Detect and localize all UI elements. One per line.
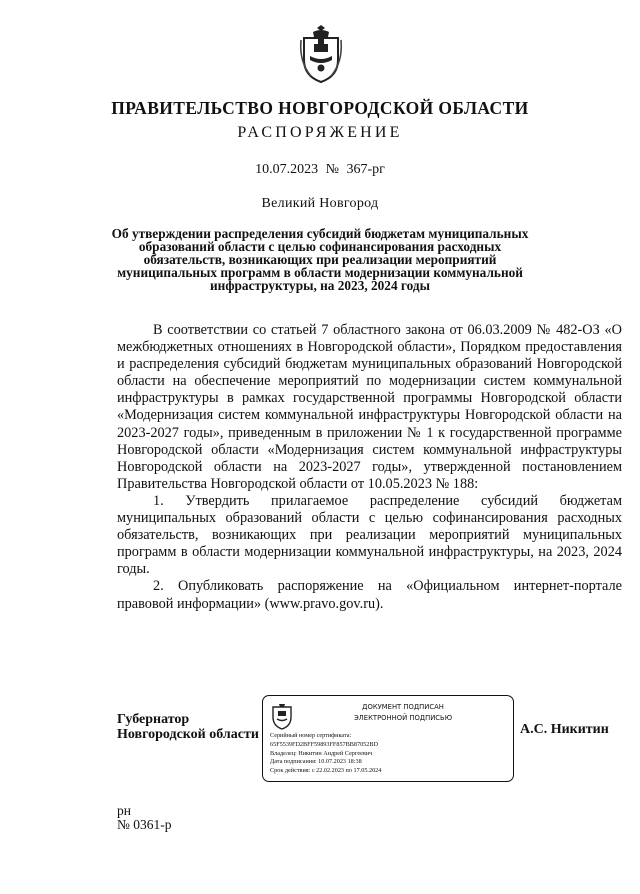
number-sign: № [325,162,339,177]
certificate-label: Серийный номер сертификата: [270,732,352,739]
signing-date: Дата подписания: 10.07.2023 18:38 [270,758,362,766]
document-date: 10.07.2023 [255,162,319,177]
document-number: 367-рг [346,162,385,177]
coat-of-arms-icon [298,22,344,86]
stamp-title-line-2: ЭЛЕКТРОННОЙ ПОДПИСЬЮ [353,714,453,722]
certificate-owner: Владелец: Никитин Андрей Сергеевич [270,749,373,757]
certificate-number: 65F5539FD2BFF59893FF857BB87052BD [270,740,378,748]
registration-initials: рн [117,803,131,818]
stamp-certificate-info [270,732,381,776]
stamp-heading [303,702,503,724]
signatory-position [117,712,259,742]
registration-block [117,804,172,832]
electronic-signature-stamp [262,695,514,782]
stamp-coat-of-arms-icon [270,702,294,730]
document-title: Об утверждении распределения субсидий бюджетам муниципальных образований области с целью софинансирования расходных обязательств, возникающих при реализации мероприятий муниципальных программ в области модернизации коммунальной инфраструктуры, на 2023, 2024 годы [111,226,529,293]
date-number-line [0,162,640,178]
position-line-2: Новгородской области [117,727,259,742]
item-1-paragraph: 1. Утвердить прилагаемое распределение субсидий бюджетам муниципальных образований области с целью софинансирования расходных обязательств, возникающих при реализации мероприятий муниципальных программ в области модернизации коммунальной инфраструктуры, на 2023, 2024 годы. [117,492,622,578]
document-body [117,322,622,613]
preamble-paragraph: В соответствии со статьей 7 областного закона от 06.03.2009 № 482-ОЗ «О межбюджетных отношениях в Новгородской области», Порядком предоставления и распределения субсидий бюджетам муниципальных образований Новгородской области на обеспечение мероприятий по модернизации систем коммунальной инфраструктуры в рамках государственной программы Новгородской области «Модернизация систем коммунальной инфраструктуры Новгородской области на 2023-2027 годы», приведенным в приложении № 1 к государственной программе Новгородской области «Модернизация систем коммунальной инфраструктуры Новгородской области на 2023-2027 годы», утвержденной постановлением Правительства Новгородской области от 10.05.2023 № 188: [117,322,622,492]
item-2-paragraph: 2. Опубликовать распоряжение на «Официальном интернет-портале правовой информации» (www.pravo.gov.ru). [117,578,622,612]
stamp-title-line-1: ДОКУМЕНТ ПОДПИСАН [362,703,444,711]
registration-number: № 0361-р [117,817,172,832]
city: Великий Новгород [261,196,379,211]
position-line-1: Губернатор [117,712,190,727]
document-type: РАСПОРЯЖЕНИЕ [237,124,403,141]
signatory-name: А.С. Никитин [520,722,609,737]
organization-title: ПРАВИТЕЛЬСТВО НОВГОРОДСКОЙ ОБЛАСТИ [111,98,529,118]
certificate-validity: Срок действия: с 22.02.2023 по 17.05.2024 [270,767,382,775]
